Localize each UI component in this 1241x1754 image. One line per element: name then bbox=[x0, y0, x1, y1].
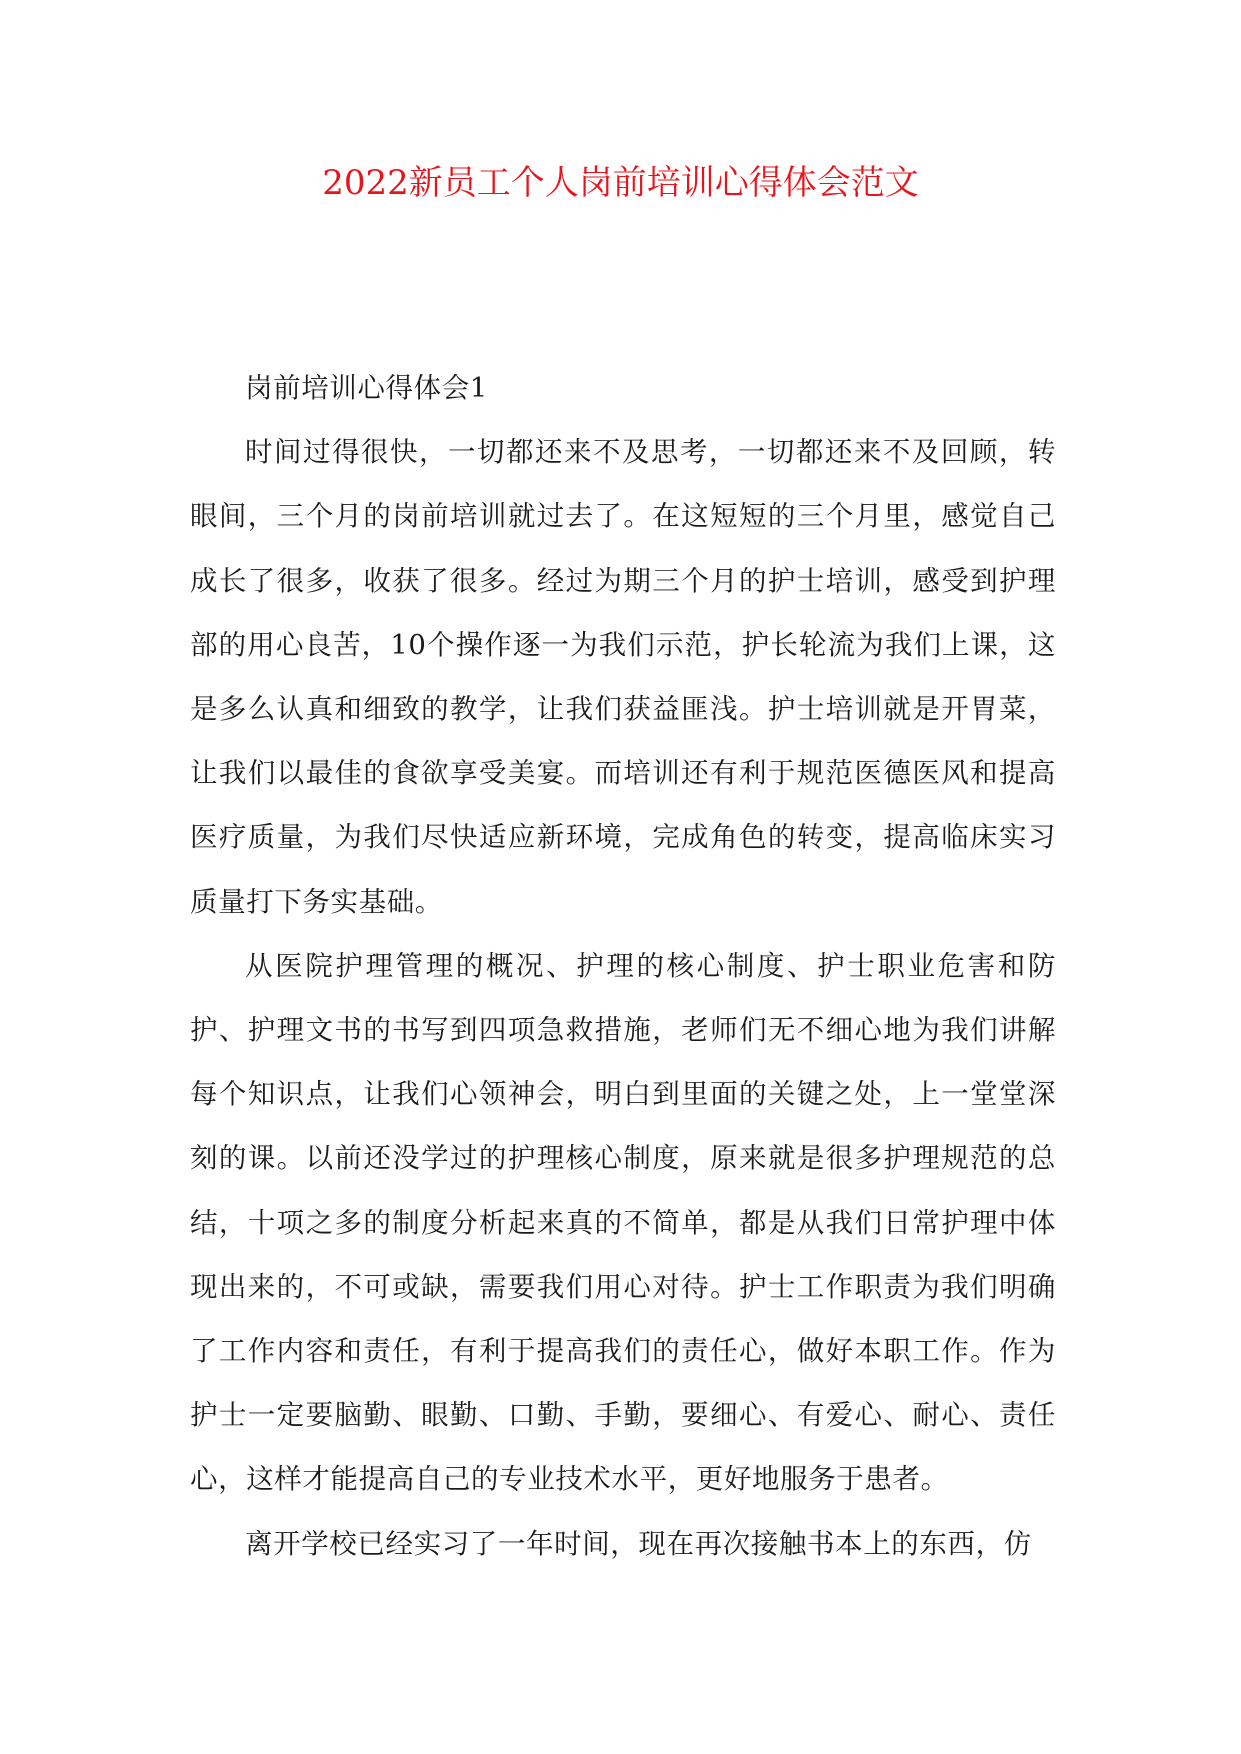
paragraph: 时间过得很快，一切都还来不及思考，一切都还来不及回顾，转眼间，三个月的岗前培训就过去了。在这短短的三个月里，感觉自己成长了很多，收获了很多。经过为期三个月的护士培训，感受到护理部的用心良苦，10个操作逐一为我们示范，护长轮流为我们上课，这是多么认真和细致的教学，让我们获益匪浅。护士培训就是开胃菜，让我们以最佳的食欲享受美宴。而培训还有利于规范医德医风和提高医疗质量，为我们尽快适应新环境，完成角色的转变，提高临床实习质量打下务实基础。 bbox=[190, 436, 1056, 918]
paragraph: 从医院护理管理的概况、护理的核心制度、护士职业危害和防护、护理文书的书写到四项急救措施，老师们无不细心地为我们讲解每个知识点，让我们心领神会，明白到里面的关键之处，上一堂堂深刻的课。以前还没学过的护理核心制度，原来就是很多护理规范的总结，十项之多的制度分析起来真的不简单，都是从我们日常护理中体现出来的，不可或缺，需要我们用心对待。护士工作职责为我们明确了工作内容和责任，有利于提高我们的责任心，做好本职工作。作为护士一定要脑勤、眼勤、口勤、手勤，要细心、有爱心、耐心、责任心，这样才能提高自己的专业技术水平，更好地服务于患者。 bbox=[190, 949, 1056, 1496]
document-body bbox=[190, 356, 1056, 1576]
section-heading: 岗前培训心得体会1 bbox=[245, 372, 488, 404]
paragraph: 离开学校已经实习了一年时间，现在再次接触书本上的东西，仿 bbox=[245, 1527, 1032, 1560]
document-title: 2022新员工个人岗前培训心得体会范文 bbox=[322, 163, 919, 203]
